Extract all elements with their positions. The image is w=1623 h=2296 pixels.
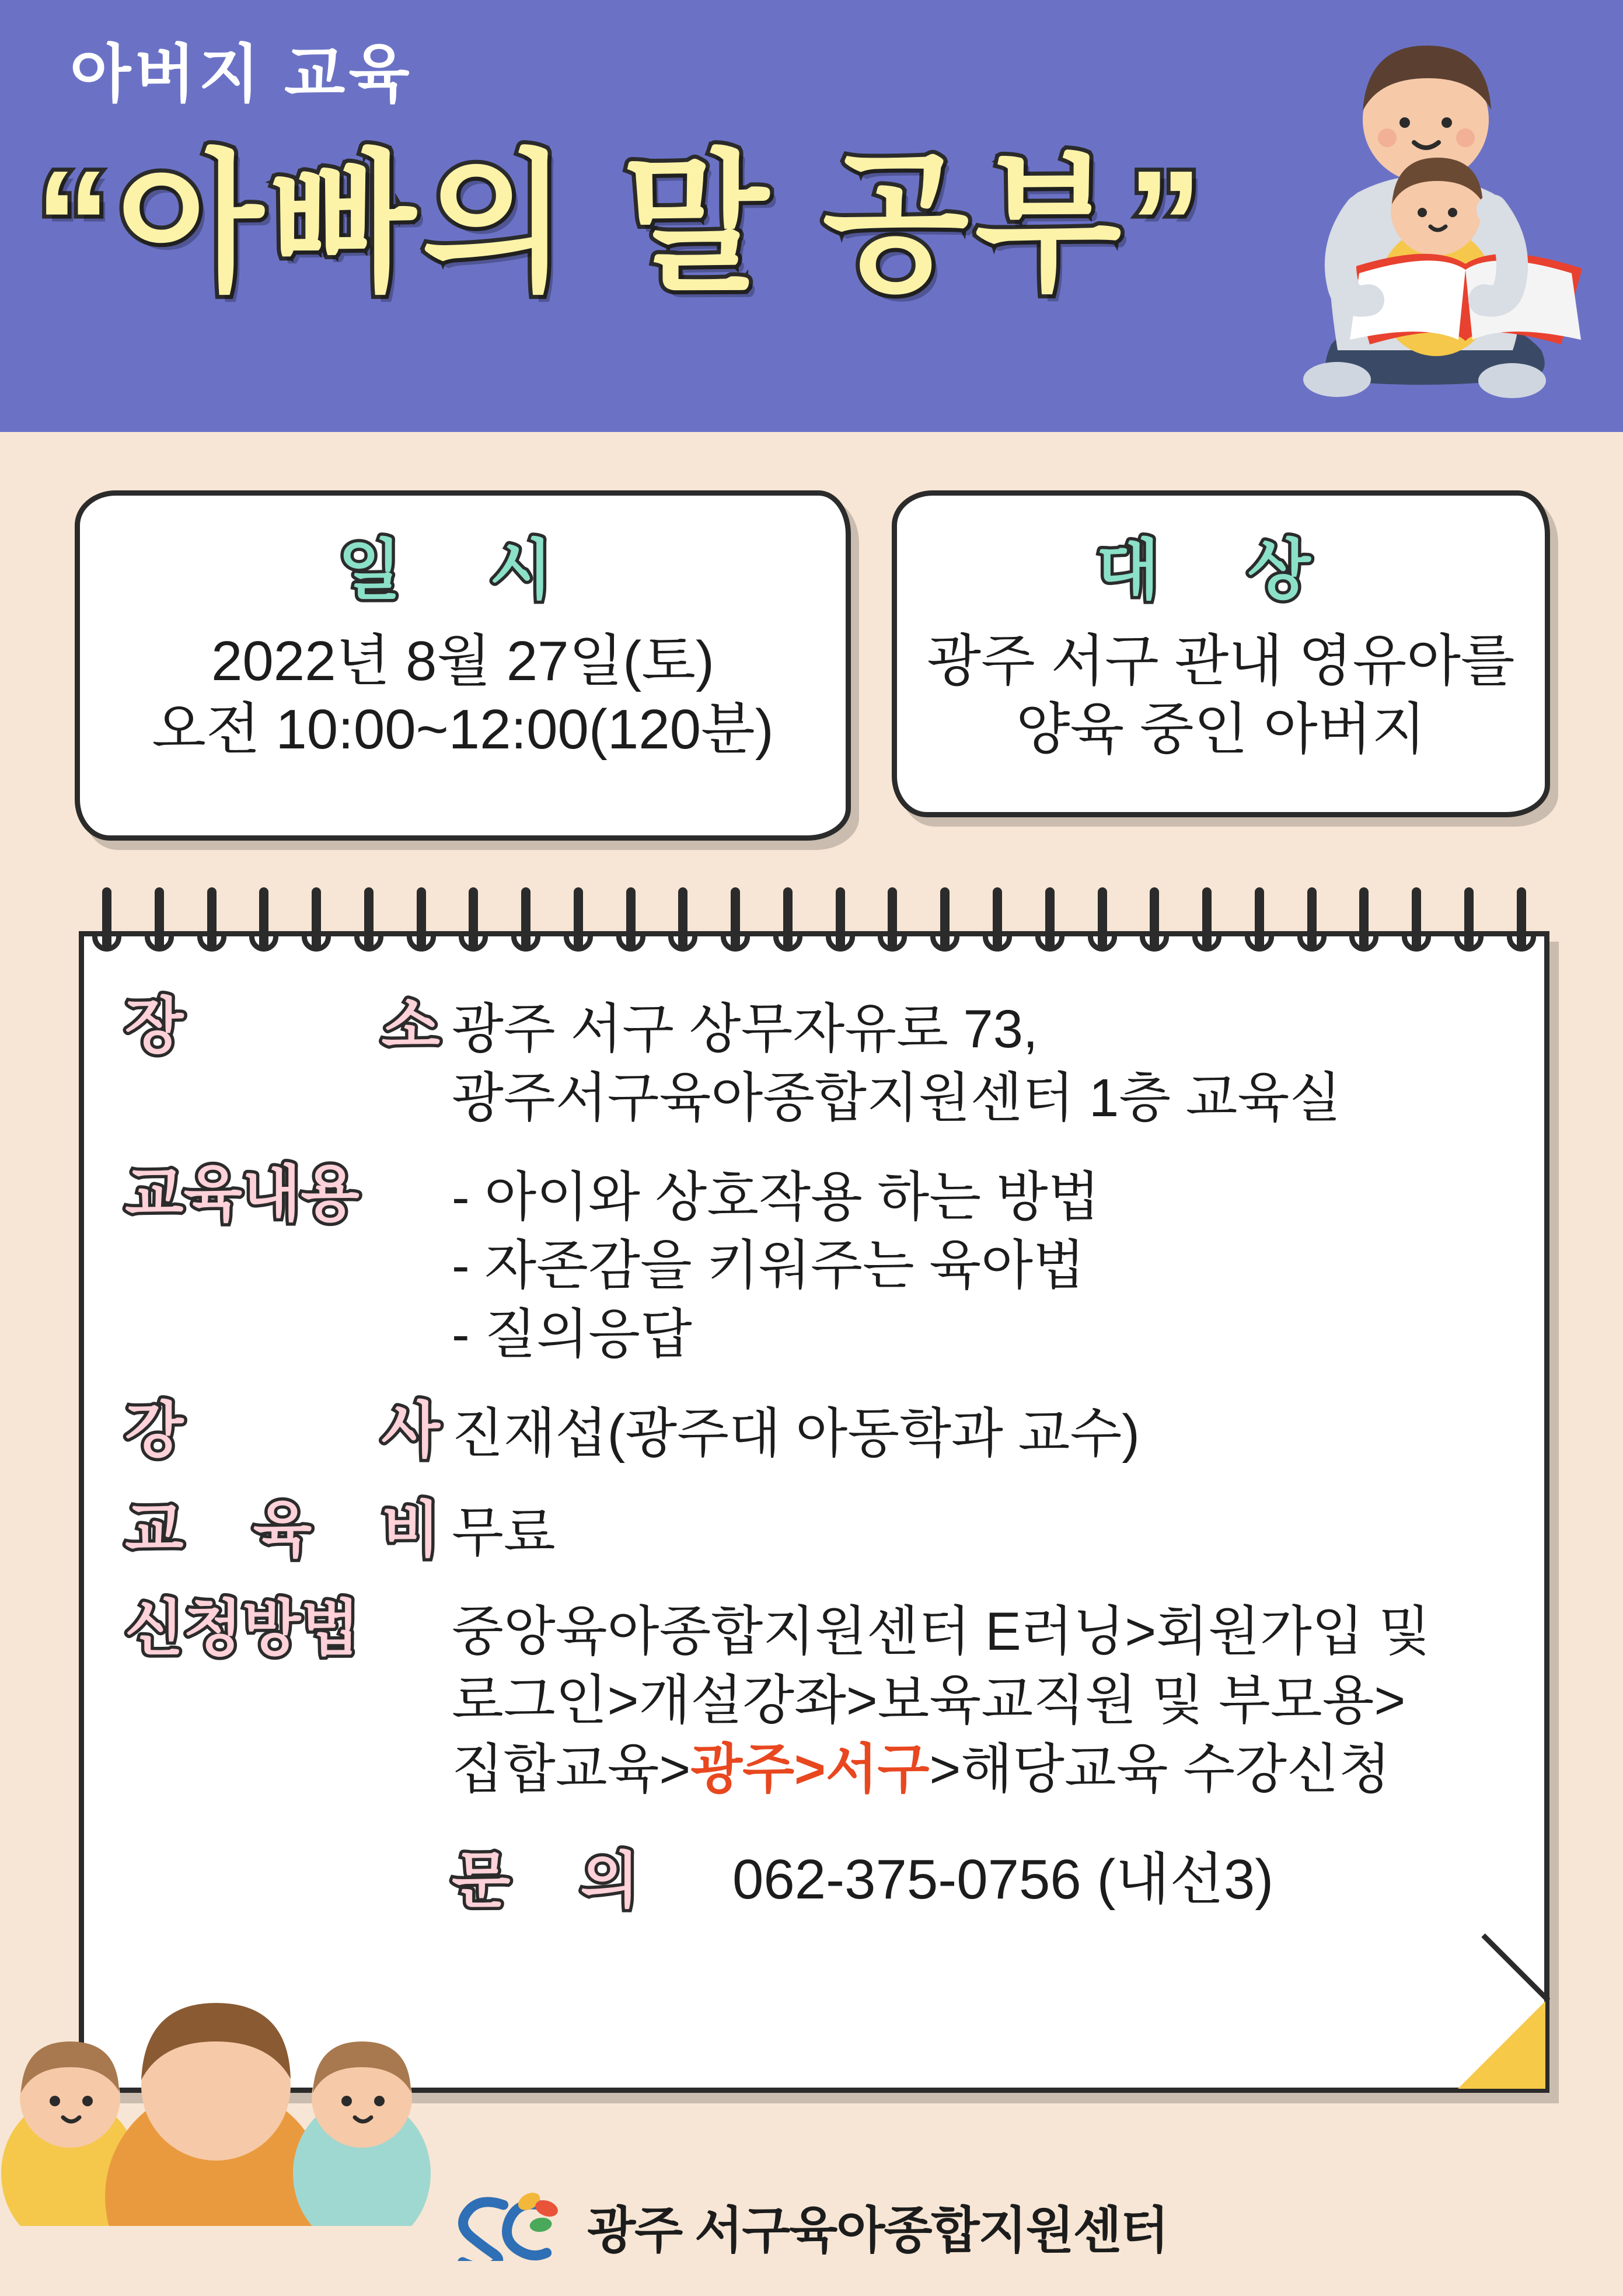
- ring-icon: [1098, 887, 1107, 950]
- detail-label-curriculum: 교육내용: [125, 1160, 359, 1228]
- details-notepad: [79, 931, 1549, 2093]
- detail-value-location: [452, 992, 1503, 1133]
- detail-row-instructor: [125, 1396, 1503, 1469]
- details-rows: [84, 936, 1544, 1919]
- ring-icon: [469, 887, 478, 950]
- fee-line-1: 무료: [452, 1503, 556, 1563]
- contact-phone-number: 062-375-0756 (내선3): [732, 1848, 1274, 1911]
- ring-icon: [521, 887, 530, 950]
- instructor-line-1: 진재섭(광주대 아동학과 교수): [452, 1403, 1140, 1464]
- ring-icon: [888, 887, 897, 950]
- ring-icon: [312, 887, 321, 950]
- detail-value-application: [452, 1594, 1503, 1804]
- poster-footer: [0, 2092, 1623, 2296]
- detail-label-location: [125, 992, 452, 1062]
- curriculum-line-3: - 질의응답: [452, 1305, 692, 1364]
- ring-icon: [836, 887, 845, 950]
- ring-icon: [993, 887, 1002, 950]
- application-line-3: [452, 1736, 1503, 1804]
- detail-row-location: [125, 992, 1503, 1133]
- ring-icon: [1045, 887, 1055, 950]
- ring-icon: [417, 887, 426, 950]
- ring-icon: [1517, 887, 1526, 950]
- application-line-1: [452, 1598, 1503, 1667]
- ring-icon: [364, 887, 374, 950]
- datetime-line-2: 오전 10:00~12:00(120분): [152, 698, 774, 761]
- audience-line-2: 양육 중인 아버지: [1015, 698, 1426, 761]
- application-text: 집합교육>: [452, 1739, 691, 1799]
- detail-row-application: [125, 1594, 1503, 1804]
- ring-icon: [1307, 887, 1317, 950]
- label-char: 사: [381, 1396, 440, 1465]
- info-box-datetime-heading: 일 시: [338, 534, 588, 607]
- father-reading-illustration: [1261, 18, 1588, 426]
- label-char: 강: [125, 1396, 184, 1465]
- family-back-illustration: [0, 1922, 479, 2226]
- label-char: 비: [381, 1496, 440, 1564]
- detail-label-fee: [125, 1496, 452, 1566]
- datetime-line-1: 2022년 8월 27일(토): [211, 630, 714, 692]
- location-line-2: 광주서구육아종합지원센터 1층 교육실: [452, 1068, 1342, 1128]
- info-box-audience-body: [897, 627, 1545, 764]
- detail-label-contact: [452, 1831, 709, 1919]
- location-line-1: 광주 서구 상무자유로 73,: [452, 999, 1038, 1059]
- ring-icon: [259, 887, 268, 950]
- info-box-audience: [892, 490, 1550, 817]
- label-char: 의: [580, 1846, 709, 1915]
- info-box-datetime: [75, 490, 851, 841]
- curriculum-line-2: - 자존감을 키워주는 육아법: [452, 1236, 1085, 1296]
- application-highlight: 광주>서구: [690, 1739, 930, 1799]
- info-box-audience-heading: 대 상: [1096, 534, 1346, 607]
- header-kicker: 아버지 교육: [70, 39, 413, 109]
- application-text: >해당교육 수강신청: [929, 1739, 1391, 1799]
- ring-icon: [207, 887, 217, 950]
- page-fold-corner: [1458, 2001, 1545, 2089]
- ring-icon: [940, 887, 950, 950]
- audience-line-1: 광주 서구 관내 영유아를: [927, 630, 1515, 692]
- ring-icon: [574, 887, 583, 950]
- footer-organization-name: 광주 서구육아종합지원센터: [587, 2203, 1168, 2259]
- poster-header: [0, 0, 1623, 432]
- footer-brand: [455, 2190, 1168, 2262]
- label-char: 육: [253, 1496, 312, 1564]
- info-box-datetime-body: [80, 627, 846, 764]
- curriculum-line-1: - 아이와 상호작용 하는 방법: [452, 1167, 1100, 1227]
- ring-icon: [155, 887, 164, 950]
- ring-icon: [1464, 887, 1474, 950]
- notepad-rings: [79, 887, 1549, 952]
- detail-value-fee: [452, 1496, 1503, 1568]
- ring-icon: [1150, 887, 1159, 950]
- ring-icon: [626, 887, 636, 950]
- center-logo-icon: [455, 2191, 572, 2261]
- detail-row-contact: [125, 1831, 1503, 1919]
- label-char: 소: [381, 992, 440, 1060]
- ring-icon: [1202, 887, 1212, 950]
- detail-value-curriculum: [452, 1160, 1503, 1370]
- ring-icon: [783, 887, 793, 950]
- label-char: 교: [125, 1496, 184, 1564]
- detail-value-instructor: [452, 1396, 1503, 1469]
- poster-title: “아빠의 말 공부”: [35, 140, 1209, 309]
- label-char: 문: [452, 1846, 581, 1915]
- label-char: 장: [125, 992, 184, 1060]
- application-line-2: [452, 1667, 1503, 1736]
- detail-label-instructor: [125, 1396, 452, 1466]
- ring-icon: [1412, 887, 1421, 950]
- ring-icon: [102, 887, 111, 950]
- ring-icon: [731, 887, 740, 950]
- ring-icon: [1359, 887, 1369, 950]
- detail-row-curriculum: [125, 1160, 1503, 1370]
- ring-icon: [678, 887, 687, 950]
- detail-label-application: 신청방법: [125, 1595, 359, 1663]
- application-text: 중앙육아종합지원센터 E러닝>회원가입 및: [452, 1602, 1431, 1662]
- ring-icon: [1255, 887, 1264, 950]
- detail-row-fee: [125, 1496, 1503, 1568]
- application-text: 로그인>개설강좌>보육교직원 및 부모용>: [452, 1671, 1406, 1730]
- page-fold-line: [1481, 1933, 1550, 2002]
